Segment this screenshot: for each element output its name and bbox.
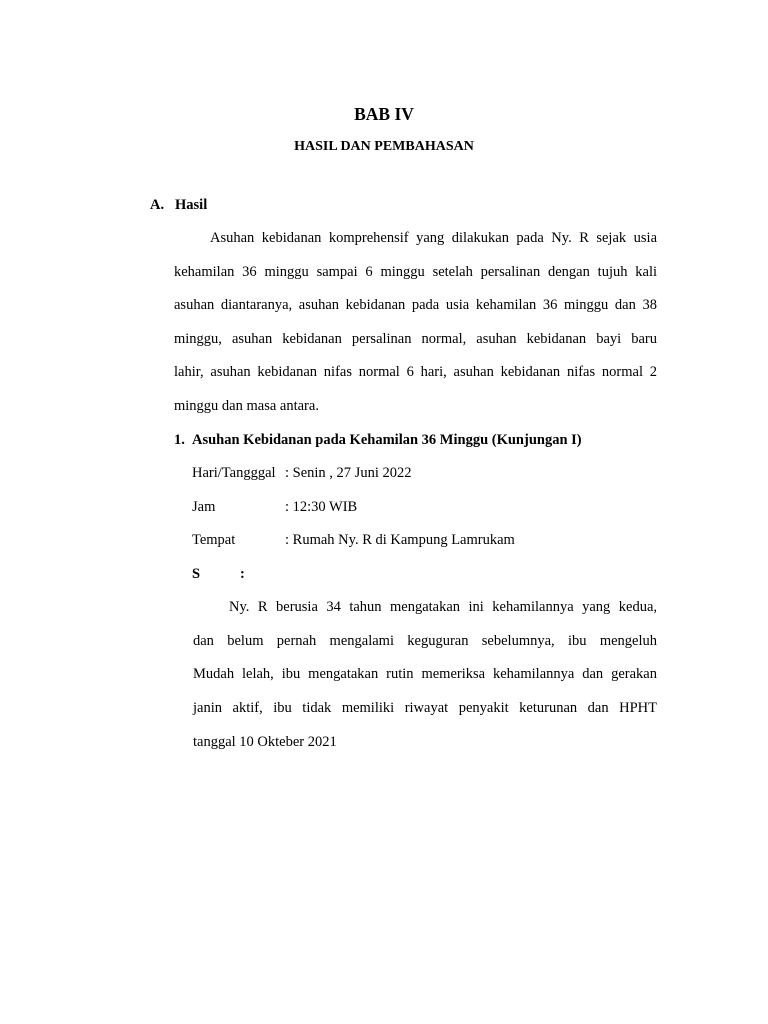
section-a-title: Hasil: [175, 197, 208, 213]
paragraph-line: minggu, asuhan kebidanan persalinan normal, asuhan kebidanan bayi baru: [174, 331, 657, 347]
paragraph-line: asuhan diantaranya, asuhan kebidanan pada usia kehamilan 36 minggu dan 38: [174, 297, 657, 313]
place-value: : Rumah Ny. R di Kampung Lamrukam: [285, 532, 515, 548]
paragraph-line: janin aktif, ibu tidak memiliki riwayat penyakit keturunan dan HPHT: [193, 700, 657, 716]
date-value: : Senin , 27 Juni 2022: [285, 465, 412, 481]
chapter-subtitle: HASIL DAN PEMBAHASAN: [294, 139, 474, 154]
time-value: : 12:30 WIB: [285, 499, 358, 515]
paragraph-line: Mudah lelah, ibu mengatakan rutin memeriksa kehamilannya dan gerakan: [193, 666, 657, 682]
section-a-marker: A.: [150, 197, 165, 213]
place-label: Tempat: [192, 532, 236, 548]
subjective-label: S: [192, 566, 201, 582]
date-label: Hari/Tangggal: [192, 465, 276, 481]
time-label: Jam: [192, 499, 216, 515]
subjective-colon: :: [240, 566, 245, 582]
chapter-title: BAB IV: [354, 104, 414, 124]
subsection-1-marker: 1.: [174, 432, 185, 448]
paragraph-line: Asuhan kebidanan komprehensif yang dilakukan pada Ny. R sejak usia: [210, 230, 657, 246]
paragraph-line: minggu dan masa antara.: [174, 398, 319, 414]
paragraph-line: Ny. R berusia 34 tahun mengatakan ini kehamilannya yang kedua,: [229, 599, 657, 615]
subsection-1-title: Asuhan Kebidanan pada Kehamilan 36 Minggu (Kunjungan I): [192, 432, 582, 448]
paragraph-line: lahir, asuhan kebidanan nifas normal 6 hari, asuhan kebidanan nifas normal 2: [174, 364, 657, 380]
paragraph-line: kehamilan 36 minggu sampai 6 minggu setelah persalinan dengan tujuh kali: [174, 264, 657, 280]
paragraph-line: dan belum pernah mengalami keguguran sebelumnya, ibu mengeluh: [193, 633, 657, 649]
paragraph-line: tanggal 10 Okteber 2021: [193, 734, 337, 750]
